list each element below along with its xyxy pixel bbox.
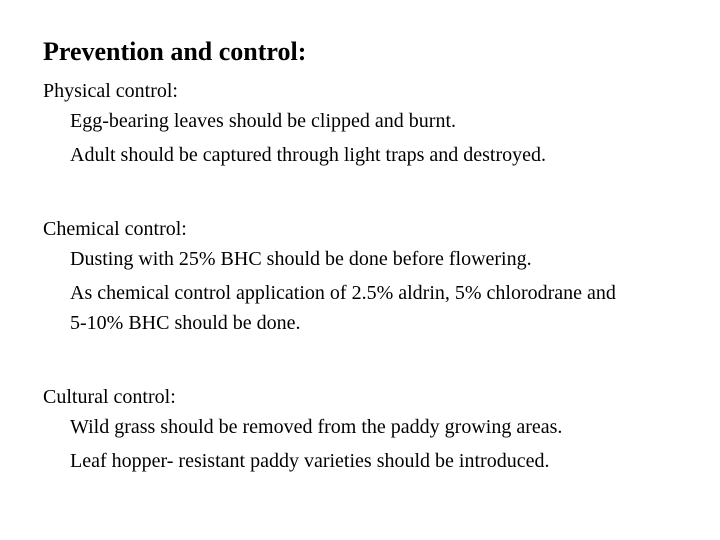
section-heading: Physical control: — [43, 80, 178, 102]
section-cultural-control — [43, 382, 703, 480]
section-physical-control — [43, 76, 703, 174]
list-item: Dusting with 25% BHC should be done before flowering. — [70, 248, 532, 270]
section-chemical-control — [43, 214, 703, 342]
list-item: As chemical control application of 2.5% aldrin, 5% chlorodrane and 5-10% BHC should be done. — [70, 282, 616, 334]
section-heading: Cultural control: — [43, 386, 176, 408]
bullet-list — [43, 106, 703, 170]
list-item: Adult should be captured through light traps and destroyed. — [70, 144, 547, 166]
bullet-list — [43, 412, 703, 476]
list-item: Egg-bearing leaves should be clipped and burnt. — [70, 110, 456, 132]
section-heading: Chemical control: — [43, 218, 187, 240]
list-item: Leaf hopper- resistant paddy varieties should be introduced. — [70, 450, 550, 472]
bullet-list — [43, 244, 703, 338]
slide-title: Prevention and control: — [43, 37, 307, 66]
list-item: Wild grass should be removed from the paddy growing areas. — [70, 416, 563, 438]
